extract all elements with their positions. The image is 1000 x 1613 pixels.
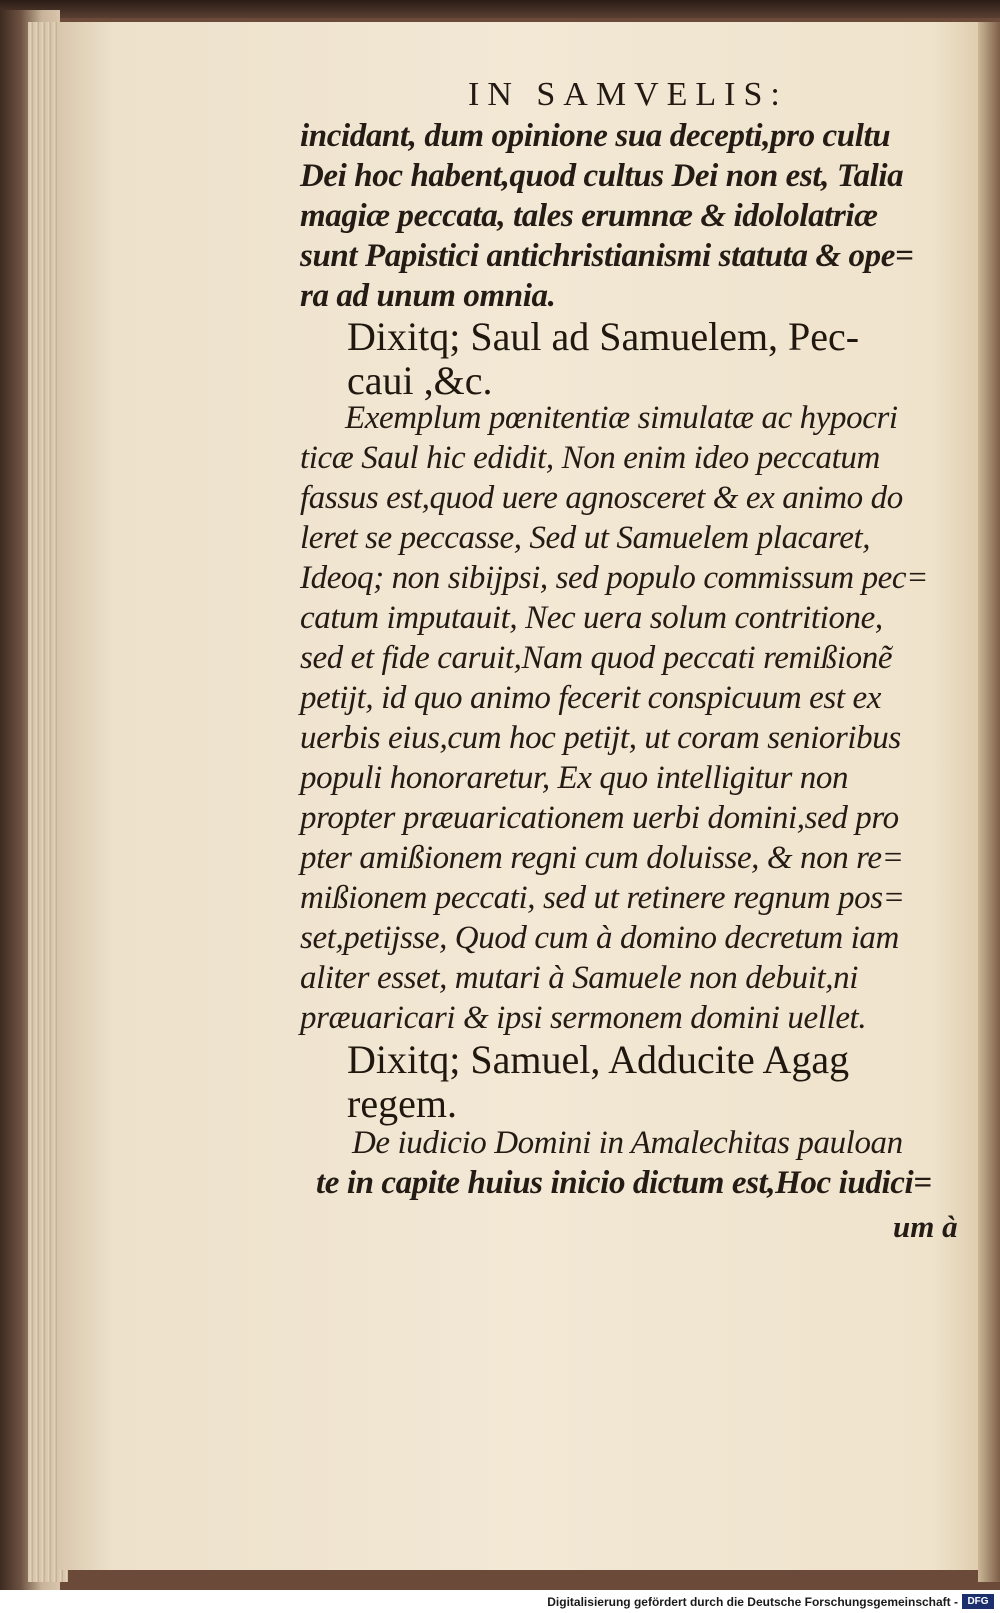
text-line: catum imputauit, Nec uera solum contritione, <box>300 600 883 636</box>
text-line: petijt, id quo animo fecerit conspicuum est ex <box>300 680 881 716</box>
text-line: Ideoq; non sibijpsi, sed populo commissum pec= <box>300 560 929 596</box>
section-heading: caui ,&c. <box>347 358 493 403</box>
page-right-edge <box>978 22 1000 1582</box>
text-line: incidant, dum opinione sua decepti,pro cultu <box>300 118 891 154</box>
text-line: pter amißionem regni cum doluisse, & non re= <box>300 840 904 876</box>
text-line: ra ad unum omnia. <box>300 278 556 314</box>
footer-credit: Digitalisierung gefördert durch die Deutsche Forschungsgemeinschaft - <box>547 1595 958 1609</box>
text-line: uerbis eius,cum hoc petijt, ut coram senioribus <box>300 720 901 756</box>
text-line: te in capite huius inicio dictum est,Hoc iudici= <box>316 1165 932 1201</box>
catchword: um à <box>893 1209 958 1244</box>
section-heading: regem. <box>347 1081 457 1126</box>
text-line: De iudicio Domini in Amalechitas pauloan <box>352 1125 903 1161</box>
text-line: præuaricari & ipsi sermonem domini uellet. <box>300 1000 867 1036</box>
text-line: populi honoraretur, Ex quo intelligitur non <box>300 760 849 796</box>
text-line: Exemplum pœnitentiæ simulatæ ac hypocri <box>345 400 898 436</box>
dfg-logo: DFG <box>962 1594 994 1609</box>
text-line: set,petijsse, Quod cum à domino decretum iam <box>300 920 899 956</box>
text-line: magiæ peccata, tales erumnæ & idololatriæ <box>300 198 878 234</box>
section-heading: Dixitq; Saul ad Samuelem, Pec- <box>347 314 860 359</box>
text-line: propter præuaricationem uerbi domini,sed pro <box>300 800 899 836</box>
running-head: IN SAMVELIS: <box>468 76 788 113</box>
text-line: sed et fide caruit,Nam quod peccati remißionẽ <box>300 640 893 676</box>
text-line: ticæ Saul hic edidit, Non enim ideo peccatum <box>300 440 880 476</box>
text-line: mißionem peccati, sed ut retinere regnum pos= <box>300 880 905 916</box>
text-line: leret se peccasse, Sed ut Samuelem placaret, <box>300 520 871 556</box>
text-line: sunt Papistici antichristianismi statuta & ope= <box>300 238 914 274</box>
text-line: fassus est,quod uere agnosceret & ex animo do <box>300 480 903 516</box>
section-heading: Dixitq; Samuel, Adducite Agag <box>347 1037 850 1082</box>
top-edge-shadow <box>0 0 1000 18</box>
text-line: aliter esset, mutari à Samuele non debuit,ni <box>300 960 858 996</box>
text-line: Dei hoc habent,quod cultus Dei non est, Talia <box>300 158 904 194</box>
